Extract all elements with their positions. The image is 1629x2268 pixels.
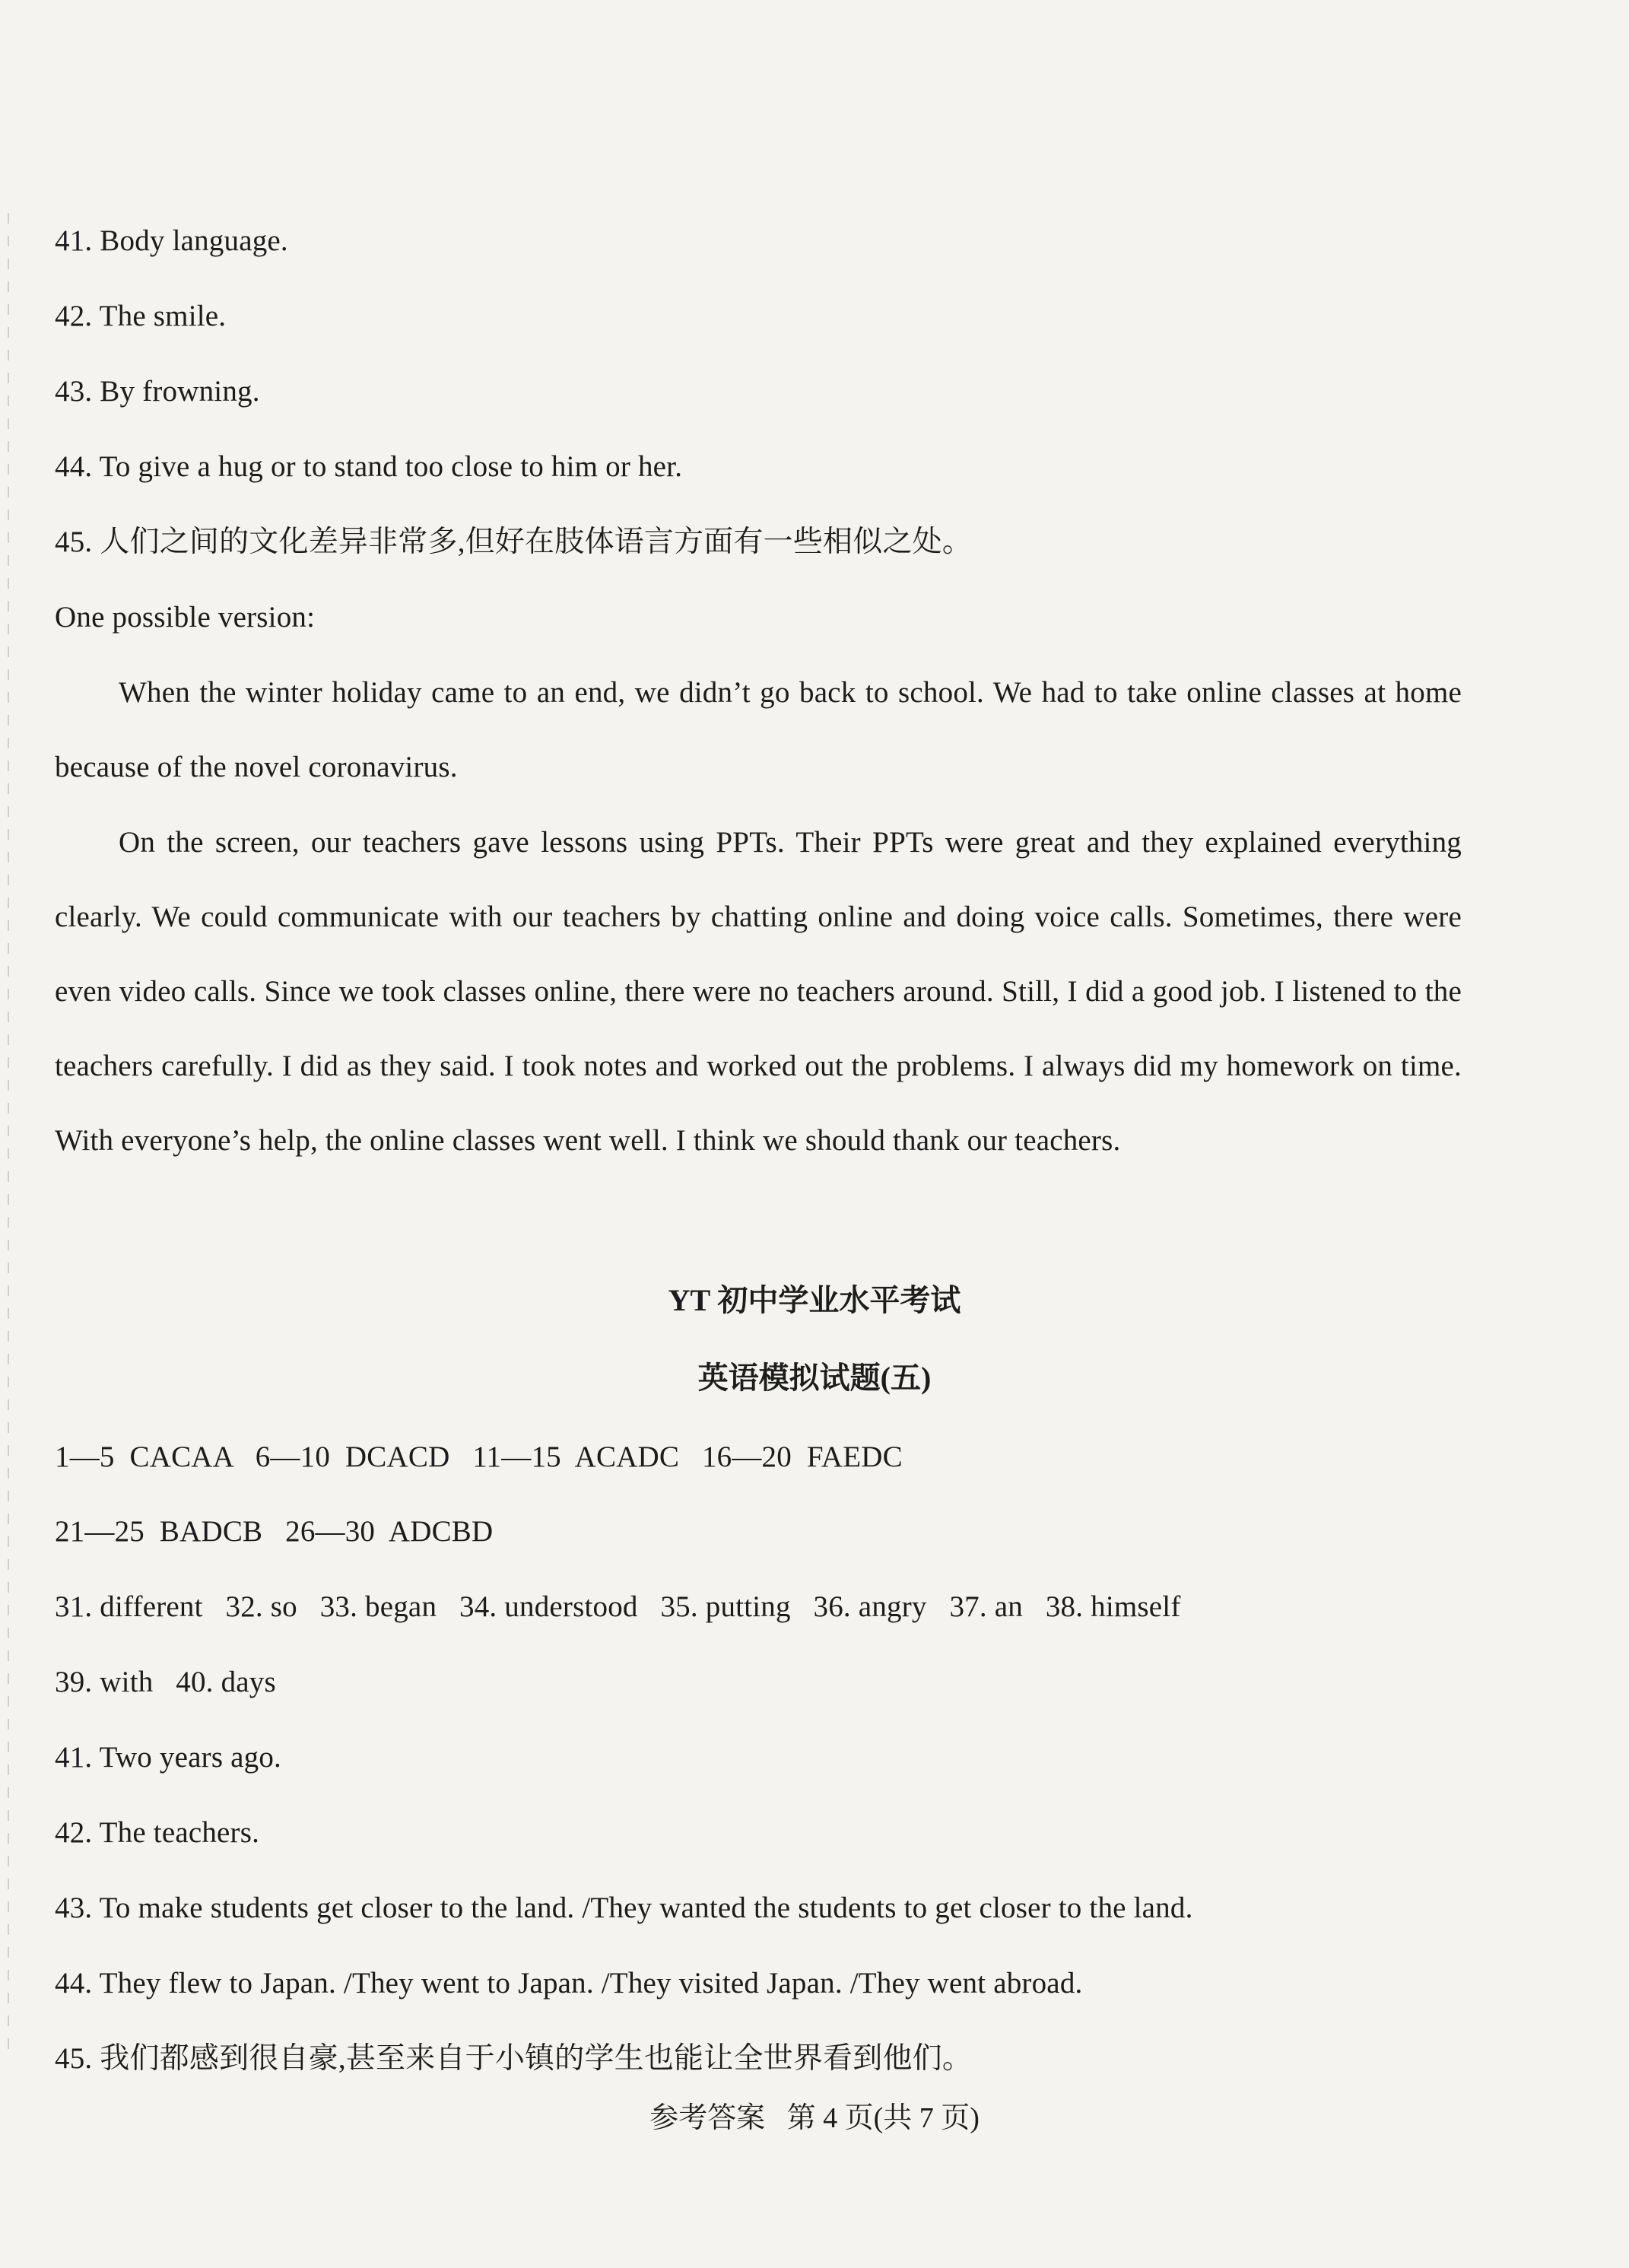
answer-43: 43. By frowning. [55, 375, 260, 408]
answer-45-b: 45. 我们都感到很自豪,甚至来自于小镇的学生也能让全世界看到他们。 [55, 2042, 973, 2075]
exam-subtitle: 英语模拟试题(五) [697, 1361, 932, 1395]
fill-answers-line-1: 31. different 32. so 33. began 34. understood 35. putting 36. angry 37. an 38. himself [55, 1590, 1181, 1623]
answer-45: 45. 人们之间的文化差异非常多,但好在肢体语言方面有一些相似之处。 [55, 526, 973, 558]
answer-44-b: 44. They flew to Japan. /They went to Japan. /They visited Japan. /They went abroad. [55, 1967, 1083, 2000]
exam-title: YT 初中学业水平考试 [668, 1283, 961, 1317]
essay-paragraph-2: On the screen, our teachers gave lessons using PPTs. Their PPTs were great and they explained everything clearly. We could communicate with our teachers by chatting online and doing voice calls. Sometimes, there were even video calls. Since we took classes online, there were no teachers around. Still, I did a good job. I listened to the teachers carefully. I did as they said. I took notes and worked out the problems. I always did my homework on time. With everyone’s help, the online classes went well. I think we should thank our teachers. [55, 826, 1462, 1157]
answer-41-b: 41. Two years ago. [55, 1741, 282, 1774]
answer-42: 42. The smile. [55, 300, 227, 332]
mc-answers-line-2: 21—25 BADCB 26—30 ADCBD [55, 1515, 494, 1548]
answer-43-b: 43. To make students get closer to the land. /They wanted the students to get closer to the land. [55, 1892, 1193, 1924]
fill-answers-line-2: 39. with 40. days [55, 1666, 276, 1698]
answer-41: 41. Body language. [55, 224, 288, 257]
essay-paragraph-1: When the winter holiday came to an end, we didn’t go back to school. We had to take online classes at home because of the novel coronavirus. [55, 676, 1462, 783]
mc-answers-line-1: 1—5 CACAA 6—10 DCACD 11—15 ACADC 16—20 FAEDC [55, 1441, 903, 1473]
answer-44: 44. To give a hug or to stand too close to him or her. [55, 450, 683, 483]
page-edge-mark [8, 213, 9, 2054]
version-label: One possible version: [55, 601, 316, 634]
answer-42-b: 42. The teachers. [55, 1816, 260, 1849]
page-footer: 参考答案 第 4 页(共 7 页) [649, 2102, 980, 2134]
